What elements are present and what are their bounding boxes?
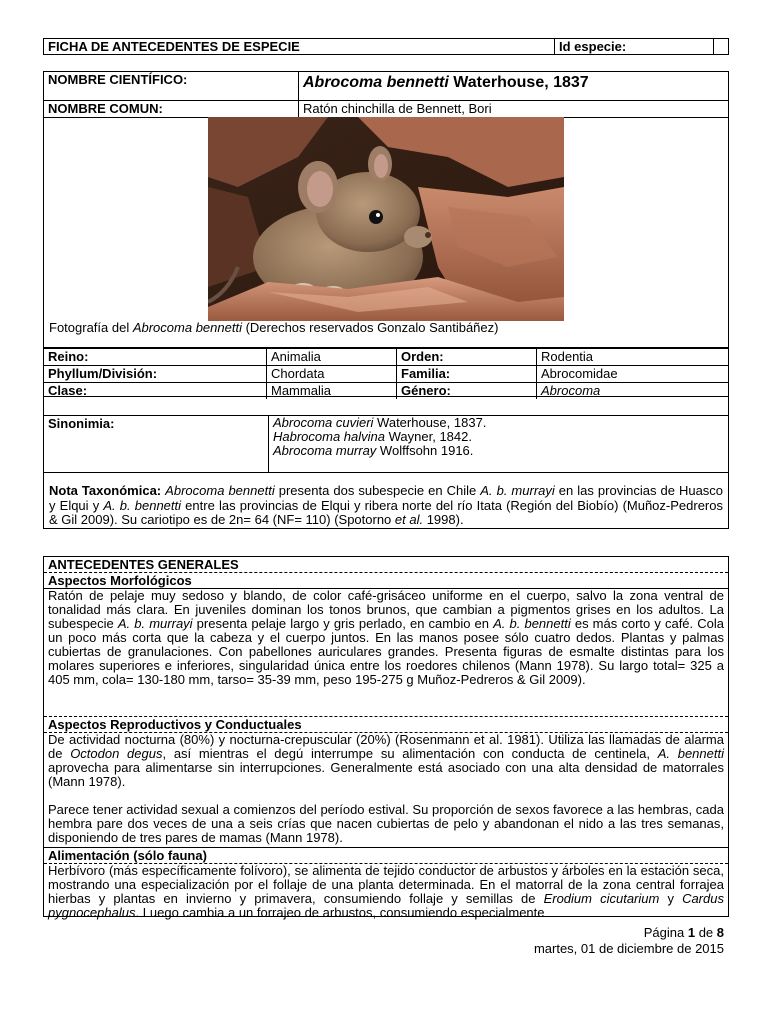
header-table (43, 38, 729, 55)
taxonomy-row: Clase: Mammalia Género: Abrocoma (44, 383, 728, 399)
synonymy-label: Sinonimia: (44, 416, 269, 472)
photo-block (43, 117, 729, 348)
taxonomy-row: Phyllum/División: Chordata Familia: Abrocomidae (44, 366, 728, 383)
names-table (43, 71, 729, 118)
synonym-item: Habrocoma halvina Wayner, 1842. (273, 429, 472, 444)
general-title: ANTECEDENTES GENERALES (44, 557, 728, 573)
diet-text: Herbívoro (más específicamente folívoro), se alimenta de tejido conductor de arbustos y árboles en la estación seca, mostrando una especialización por el follaje de una planta determinada. En el matorral de la zona central forrajea hierbas y plantas en invierno y primavera, consumiendo follaje y semillas de Erodium cicutarium y Cardus pygnocephalus. Luego cambia a un forrajeo de arbustos, consumiendo especialmente (48, 863, 724, 920)
scientific-name (299, 72, 728, 100)
general-background (43, 556, 729, 920)
page-number: Página 1 de 8 (643, 925, 724, 940)
scientific-author: Waterhouse, 1837 (448, 74, 589, 91)
species-id-field[interactable] (714, 39, 728, 54)
reproduction-title: Aspectos Reproductivos y Conductuales (44, 716, 728, 733)
spacer (43, 396, 729, 416)
species-photo (208, 117, 564, 321)
taxonomy-row: Reino: Animalia Orden: Rodentia (44, 349, 728, 366)
morphology-text: Ratón de pelaje muy sedoso y blando, de color café-grisáceo uniforme en el cuerpo, salvo la zona ventral de tonalidad más clara. En juveniles dominan los tonos brunos, que cambian a pigmentos grises en los adultos. La subespecie A. b. murrayi presenta pelaje largo y gris perlado, en cambio en A. b. bennetti es más corto y café. Cola un poco más corta que la cabeza y el cuerpo juntos. En las manos posee sólo cuatro dedos. Plantas y palmas cubiertas de granulaciones. Con pabellones auriculares grandes. Presenta figuras de esmalte distintas para los molares superiores e inferiores, singularidad única entre los roedores chilenos (Mann 1978). Su largo total= 325 a 405 mm, cola= 130-180 mm, tarso= 35-39 mm, peso 195-275 g Muñoz-Pedreros & Gil 2009). (48, 588, 724, 687)
diet-title: Alimentación (sólo fauna) (44, 847, 728, 864)
scientific-species: Abrocoma bennetti (303, 74, 449, 91)
taxonomic-note: Nota Taxonómica: Abrocoma bennetti presenta dos subespecie en Chile A. b. murrayi en las provincias de Huasco y Elqui y A. b. bennetti entre las provincias de Elqui y ribera norte del río Itata (Región del Biobío) (Muñoz-Pedreros & Gil 2009). Su cariotipo es de 2n= 64 (NF= 110) (Spotorno et al. 1998). (43, 472, 729, 529)
synonym-item: Abrocoma cuvieri Waterhouse, 1837. (273, 415, 487, 430)
scientific-name-label: NOMBRE CIENTÍFICO: (44, 72, 299, 100)
taxonomy-table (43, 348, 729, 397)
morphology-title: Aspectos Morfológicos (44, 573, 728, 589)
reproduction-text: De actividad nocturna (80%) y nocturna-crepuscular (20%) (Rosenmann et al. 1981). Utiliza las llamadas de alarma de Octodon degus, así mientras el degú interrumpe su alimentación con conducta de centinela, A. bennetti aprovecha para alimentarse sin interrupciones. Generalmente está asociado con una alta densidad de matorrales (Mann 1978). Parece tener actividad sexual a comienzos del período estival. Su proporción de sexos favorece a las hembras, cada hembra pare dos veces de una a seis crías que nacen cubiertas de pelo y abandonan el nido a las tres semanas, disponiendo de tres pares de mamas (Mann 1978). (48, 732, 724, 845)
document-title: FICHA DE ANTECEDENTES DE ESPECIE (44, 39, 555, 54)
common-name-value: Ratón chinchilla de Bennett, Bori (303, 101, 492, 116)
synonym-item: Abrocoma murray Wolffsohn 1916. (273, 443, 474, 458)
page-date: martes, 01 de diciembre de 2015 (533, 941, 724, 956)
photo-caption: Fotografía del Abrocoma bennetti (Derechos reservados Gonzalo Santibáñez) (49, 320, 499, 335)
species-id-label: Id especie: (555, 39, 714, 54)
common-name-label: NOMBRE COMUN: (44, 101, 299, 118)
synonymy-list (269, 416, 728, 472)
chinchilla-rat-photo-illustration (208, 117, 564, 321)
synonymy-table (43, 415, 729, 473)
